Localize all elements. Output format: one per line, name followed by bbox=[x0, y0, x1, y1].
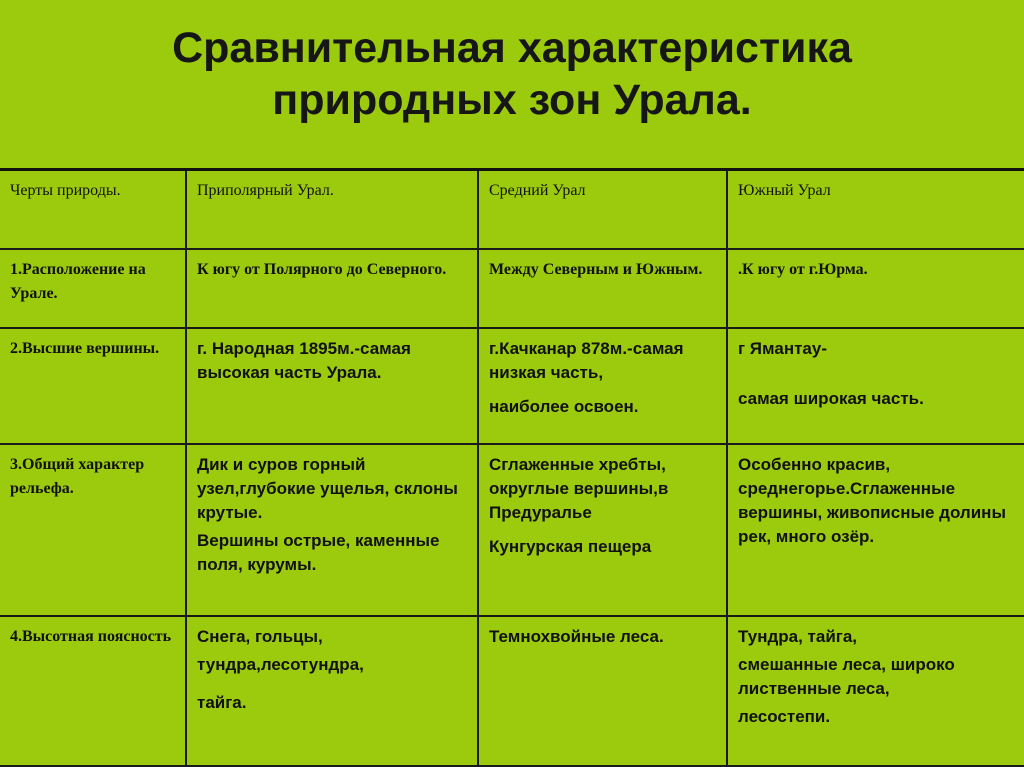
cell-peaks-southern bbox=[727, 328, 1024, 444]
row-feature-zonality: 4.Высотная поясность bbox=[0, 616, 186, 766]
title-line-2: природных зон Урала. bbox=[272, 76, 752, 124]
row-feature-peaks: 2.Высшие вершины. bbox=[0, 328, 186, 444]
table-row bbox=[0, 444, 1024, 616]
cell-text: смешанные леса, широко лиственные леса, bbox=[738, 654, 955, 698]
cell-text: Особенно красив, среднегорье.Сглаженные вершины, живописные долины рек, много озёр. bbox=[738, 454, 1006, 546]
cell-text: Вершины острые, каменные поля, курумы. bbox=[197, 530, 440, 574]
cell-relief-southern bbox=[727, 444, 1024, 616]
cell-text: г Ямантау- bbox=[738, 338, 827, 358]
header-cell-southern: Южный Урал bbox=[727, 170, 1024, 249]
header-cell-subpolar: Приполярный Урал. bbox=[186, 170, 478, 249]
cell-text: Кунгурская пещера bbox=[489, 536, 652, 556]
page-title bbox=[0, 22, 1024, 126]
cell-text: Темнохвойные леса. bbox=[489, 626, 664, 646]
cell-text: Сглаженные хребты, округлые вершины,в Предуралье bbox=[489, 454, 669, 522]
cell-relief-middle bbox=[478, 444, 727, 616]
cell-location-middle: Между Северным и Южным. bbox=[478, 249, 727, 328]
header-cell-middle: Средний Урал bbox=[478, 170, 727, 249]
cell-text: самая широкая часть. bbox=[738, 388, 924, 408]
cell-text: г. Народная 1895м.-самая высокая часть Урала. bbox=[197, 338, 411, 382]
cell-zonality-middle bbox=[478, 616, 727, 766]
table-row bbox=[0, 328, 1024, 444]
cell-text: Тундра, тайга, bbox=[738, 626, 858, 646]
cell-relief-subpolar bbox=[186, 444, 478, 616]
cell-text: Снега, гольцы, bbox=[197, 626, 323, 646]
row-feature-location: 1.Расположение на Урале. bbox=[0, 249, 186, 328]
comparison-table bbox=[0, 168, 1024, 767]
cell-peaks-subpolar bbox=[186, 328, 478, 444]
cell-text: тайга. bbox=[197, 692, 247, 712]
header-cell-features: Черты природы. bbox=[0, 170, 186, 249]
cell-location-southern: .К югу от г.Юрма. bbox=[727, 249, 1024, 328]
title-line-1: Сравнительная характеристика bbox=[172, 24, 852, 72]
cell-peaks-middle bbox=[478, 328, 727, 444]
cell-text: тундра,лесотундра, bbox=[197, 654, 364, 674]
cell-text: наиболее освоен. bbox=[489, 396, 639, 416]
cell-text: лесостепи. bbox=[738, 706, 831, 726]
table-row bbox=[0, 249, 1024, 328]
table-header-row bbox=[0, 170, 1024, 249]
cell-text: Дик и суров горный узел,глубокие ущелья, склоны крутые. bbox=[197, 454, 458, 522]
row-feature-relief: 3.Общий характер рельефа. bbox=[0, 444, 186, 616]
table-row bbox=[0, 616, 1024, 766]
cell-text: г.Качканар 878м.-самая низкая часть, bbox=[489, 338, 684, 382]
cell-location-subpolar: К югу от Полярного до Северного. bbox=[186, 249, 478, 328]
cell-zonality-southern bbox=[727, 616, 1024, 766]
cell-zonality-subpolar bbox=[186, 616, 478, 766]
